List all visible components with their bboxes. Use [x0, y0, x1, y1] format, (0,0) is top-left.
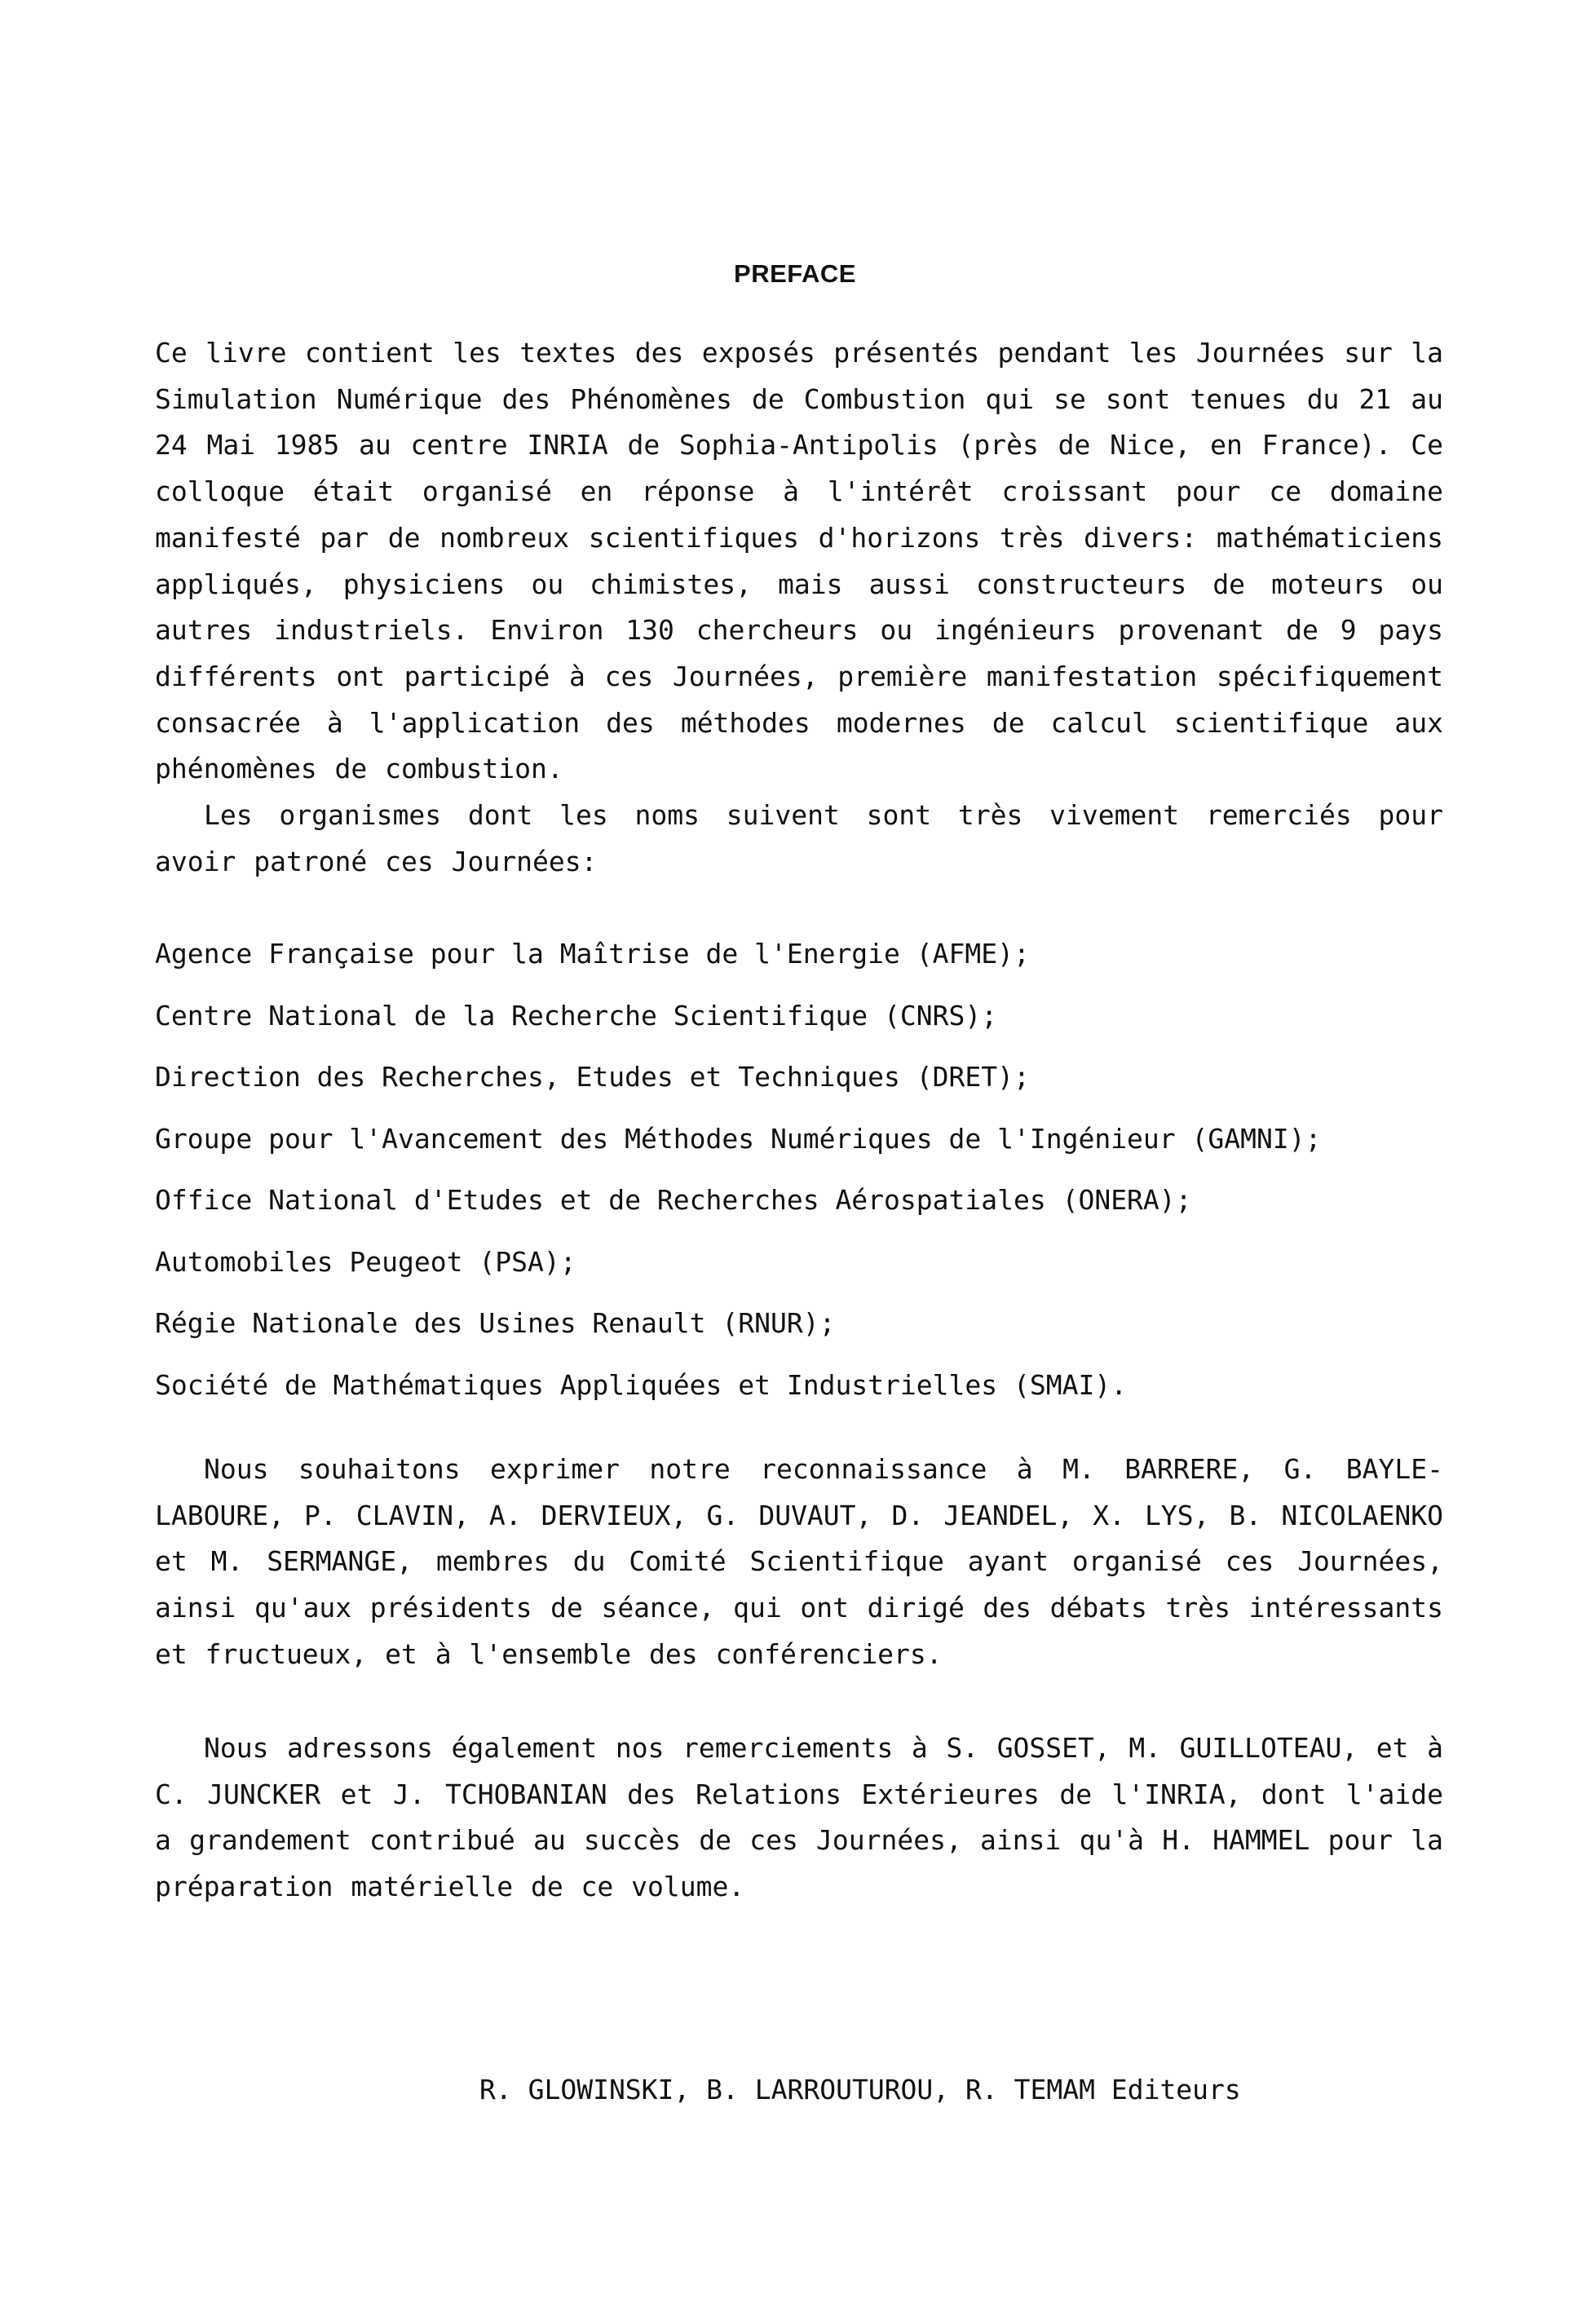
- sponsors-intro-paragraph: Les organismes dont les noms suivent sont très vivement remerciés pour avoir patroné ces Journées:: [155, 799, 1443, 877]
- sponsor-item: Groupe pour l'Avancement des Méthodes Numériques de l'Ingénieur (GAMNI);: [155, 1122, 1322, 1155]
- sponsor-item: Agence Française pour la Maîtrise de l'Energie (AFME);: [155, 938, 1030, 970]
- sponsor-item: Direction des Recherches, Etudes et Techniques (DRET);: [155, 1061, 1030, 1093]
- sponsor-item: Automobiles Peugeot (PSA);: [155, 1245, 576, 1278]
- page-title: PREFACE: [734, 259, 856, 288]
- sponsor-list: [155, 931, 1443, 1424]
- sponsor-item: Régie Nationale des Usines Renault (RNUR);: [155, 1307, 836, 1339]
- committee-acknowledgement-paragraph: Nous souhaitons exprimer notre reconnaissance à M. BARRERE, G. BAYLE-LABOURE, P. CLAVIN, A. DERVIEUX, G. DUVAUT, D. JEANDEL, X. LYS, B. NICOLAENKO et M. SERMANGE, membres du Comité Scientifique ayant organisé ces Journées, ainsi qu'aux présidents de séance, qui ont dirigé des débats très intéressants et fructueux, et à l'ensemble des conférenciers.: [155, 1453, 1443, 1670]
- intro-paragraph: Ce livre contient les textes des exposés présentés pendant les Journées sur la Simulation Numérique des Phénomènes de Combustion qui se sont tenues du 21 au 24 Mai 1985 au centre INRIA de Sophia-Antipolis (près de Nice, en France). Ce colloque était organisé en réponse à l'intérêt croissant pour ce domaine manifesté par de nombreux scientifiques d'horizons très divers: mathématiciens appliqués, physiciens ou chimistes, mais aussi constructeurs de moteurs ou autres industriels. Environ 130 chercheurs ou ingénieurs provenant de 9 pays différents ont participé à ces Journées, première manifestation spécifiquement consacrée à l'application des méthodes modernes de calcul scientifique aux phénomènes de combustion.: [155, 337, 1443, 785]
- sponsor-item: Société de Mathématiques Appliquées et Industrielles (SMAI).: [155, 1368, 1128, 1401]
- sponsor-item: Office National d'Etudes et de Recherches Aérospatiales (ONERA);: [155, 1184, 1192, 1216]
- editors-signature: R. GLOWINSKI, B. LARROUTUROU, R. TEMAM Editeurs: [479, 2074, 1241, 2105]
- staff-acknowledgement-paragraph: Nous adressons également nos remerciements à S. GOSSET, M. GUILLOTEAU, et à C. JUNCKER et J. TCHOBANIAN des Relations Extérieures de l'INRIA, dont l'aide a grandement contribué au succès de ces Journées, ainsi qu'à H. HAMMEL pour la préparation matérielle de ce volume.: [155, 1732, 1443, 1903]
- sponsor-item: Centre National de la Recherche Scientifique (CNRS);: [155, 999, 998, 1032]
